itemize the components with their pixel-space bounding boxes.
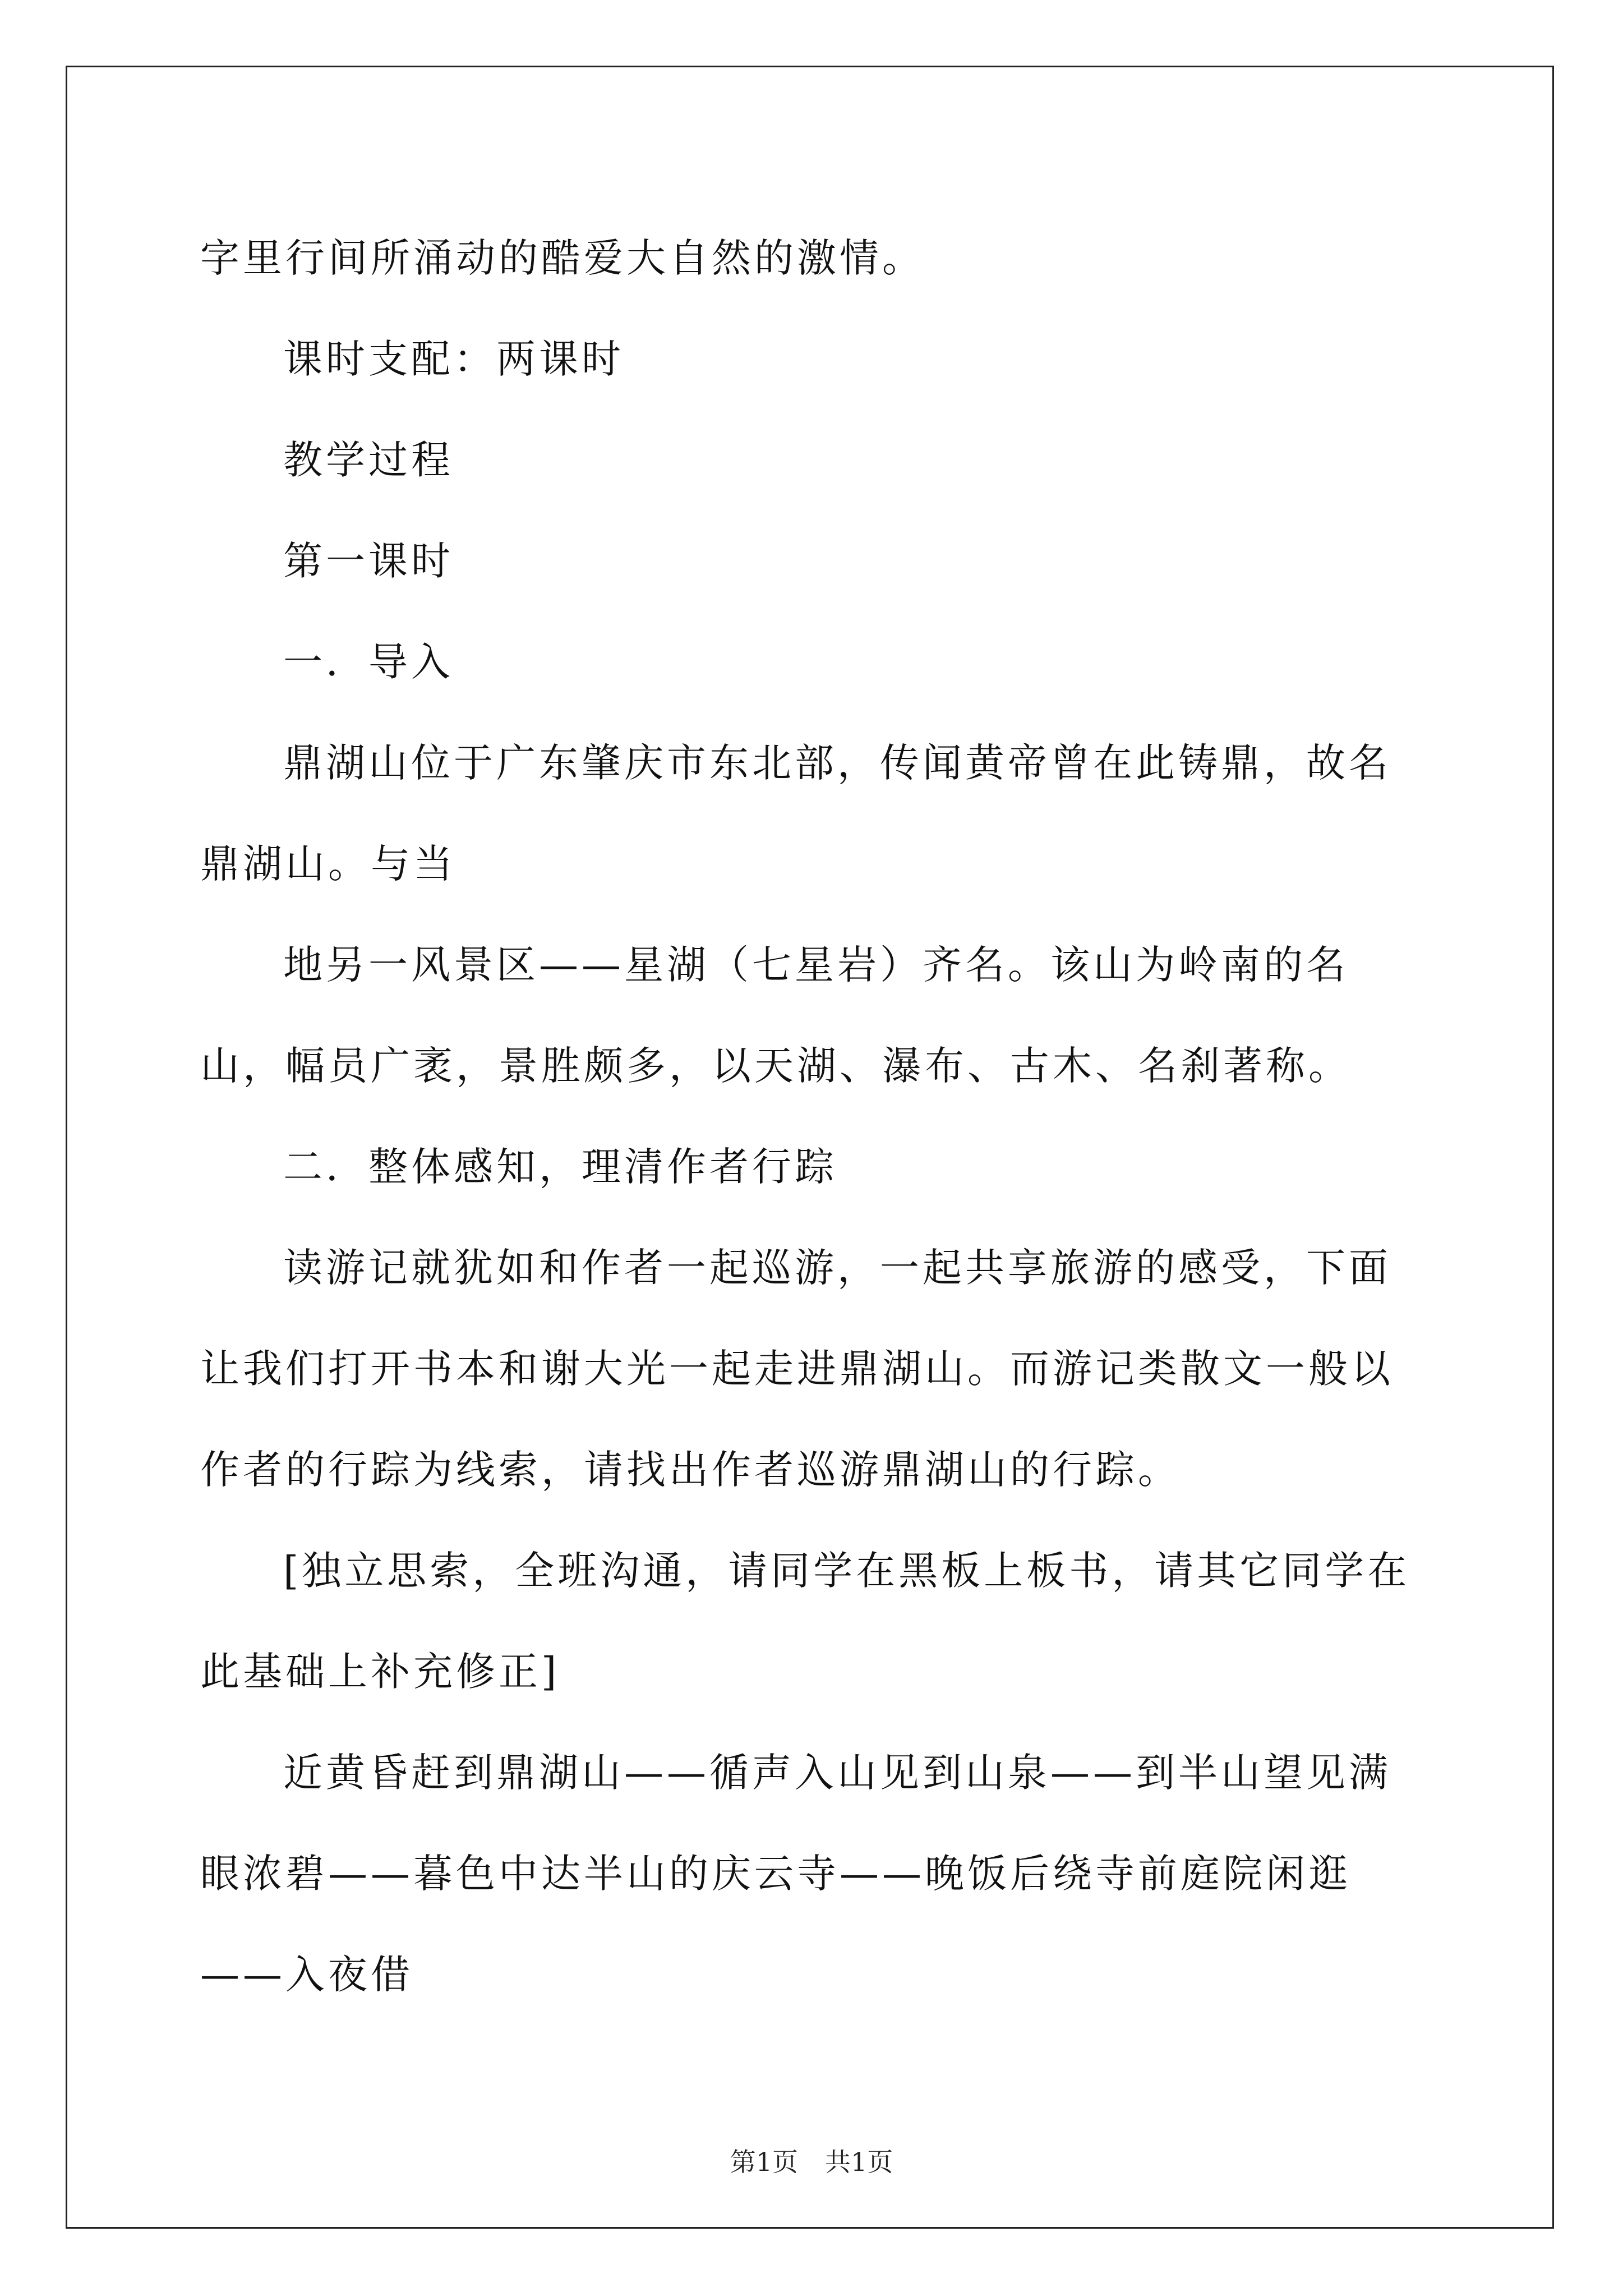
- paragraph: 教学过程: [283, 437, 454, 483]
- paragraph: 读游记就犹如和作者一起巡游，一起共享旅游的感受，下面让我们打开书本和谢大光一起走进鼎湖山。而游记类散文一般以作者的行踪为线索，请找出作者巡游鼎湖山的行踪。: [200, 1245, 1394, 1493]
- paragraph: [独立思索，全班沟通，请同学在黑板上板书，请其它同学在此基础上补充修正]: [200, 1548, 1410, 1695]
- section-heading: 一．导入: [283, 639, 454, 685]
- page-total: 共1页: [825, 2147, 893, 2177]
- paragraph: 地另一风景区——星湖（七星岩）齐名。该山为岭南的名山，幅员广袤，景胜颇多，以天湖、瀑布、古木、名刹著称。: [200, 942, 1351, 1089]
- page-number: 第1页: [730, 2147, 798, 2177]
- section-heading: 二．整体感知，理清作者行踪: [283, 1144, 837, 1190]
- paragraph: 字里行间所涌动的酷爱大自然的激情。: [200, 235, 925, 281]
- paragraph: 第一课时: [283, 538, 454, 584]
- document-body: [200, 208, 1428, 2025]
- paragraph: 课时支配：两课时: [283, 336, 624, 382]
- paragraph: 鼎湖山位于广东肇庆市东北部，传闻黄帝曾在此铸鼎，故名鼎湖山。与当: [200, 740, 1391, 887]
- page-footer: [0, 2142, 1623, 2179]
- paragraph: 近黄昏赶到鼎湖山——循声入山见到山泉——到半山望见满眼浓碧——暮色中达半山的庆云寺——晚饭后绕寺前庭院闲逛——入夜借: [200, 1750, 1391, 1998]
